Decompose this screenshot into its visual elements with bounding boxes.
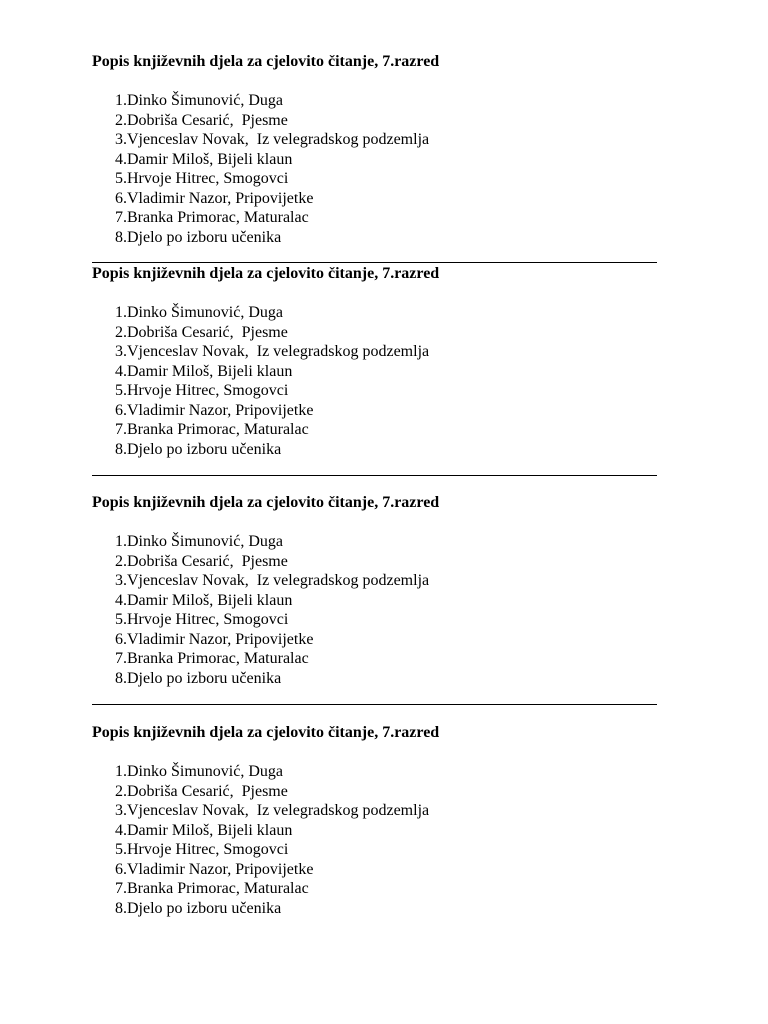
section-title: Popis književnih djela za cjelovito čitanje, 7.razred	[92, 724, 440, 741]
list-item: 6.Vladimir Nazor, Pripovijetke	[115, 860, 314, 878]
list-item: 6.Vladimir Nazor, Pripovijetke	[115, 401, 314, 419]
section-divider	[92, 262, 657, 263]
list-item: 4.Damir Miloš, Bijeli klaun	[115, 362, 293, 380]
list-item: 4.Damir Miloš, Bijeli klaun	[115, 150, 293, 168]
list-item: 2.Dobriša Cesarić, Pjesme	[115, 782, 288, 800]
book-list	[115, 303, 429, 459]
list-item: 5.Hrvoje Hitrec, Smogovci	[115, 170, 289, 187]
list-item: 8.Djelo po izboru učenika	[115, 228, 282, 246]
list-item: 6.Vladimir Nazor, Pripovijetke	[115, 630, 314, 648]
list-item: 7.Branka Primorac, Maturalac	[115, 880, 309, 897]
list-item: 7.Branka Primorac, Maturalac	[115, 209, 309, 226]
section-title: Popis književnih djela za cjelovito čitanje, 7.razred	[92, 265, 440, 282]
list-item: 3.Vjenceslav Novak, Iz velegradskog podzemlja	[115, 343, 430, 360]
list-item: 3.Vjenceslav Novak, Iz velegradskog podzemlja	[115, 802, 430, 819]
list-item: 8.Djelo po izboru učenika	[115, 440, 282, 458]
list-item: 2.Dobriša Cesarić, Pjesme	[115, 323, 288, 341]
list-item: 5.Hrvoje Hitrec, Smogovci	[115, 841, 289, 858]
list-item: 6.Vladimir Nazor, Pripovijetke	[115, 189, 314, 207]
section-title: Popis književnih djela za cjelovito čitanje, 7.razred	[92, 494, 440, 511]
list-item: 5.Hrvoje Hitrec, Smogovci	[115, 382, 289, 399]
list-item: 7.Branka Primorac, Maturalac	[115, 421, 309, 438]
list-item: 4.Damir Miloš, Bijeli klaun	[115, 821, 293, 839]
book-list	[115, 762, 429, 918]
list-item: 1.Dinko Šimunović, Duga	[115, 92, 283, 109]
list-item: 4.Damir Miloš, Bijeli klaun	[115, 591, 293, 609]
book-list	[115, 91, 429, 247]
list-item: 3.Vjenceslav Novak, Iz velegradskog podzemlja	[115, 572, 430, 589]
list-item: 8.Djelo po izboru učenika	[115, 899, 282, 917]
section-divider	[92, 475, 657, 476]
list-item: 1.Dinko Šimunović, Duga	[115, 763, 283, 780]
list-item: 7.Branka Primorac, Maturalac	[115, 650, 309, 667]
list-item: 2.Dobriša Cesarić, Pjesme	[115, 552, 288, 570]
section-divider	[92, 704, 657, 705]
list-item: 2.Dobriša Cesarić, Pjesme	[115, 111, 288, 129]
book-list	[115, 532, 429, 688]
section-title: Popis književnih djela za cjelovito čitanje, 7.razred	[92, 53, 440, 70]
list-item: 8.Djelo po izboru učenika	[115, 669, 282, 687]
list-item: 1.Dinko Šimunović, Duga	[115, 304, 283, 321]
list-item: 5.Hrvoje Hitrec, Smogovci	[115, 611, 289, 628]
list-item: 3.Vjenceslav Novak, Iz velegradskog podzemlja	[115, 131, 430, 148]
list-item: 1.Dinko Šimunović, Duga	[115, 533, 283, 550]
